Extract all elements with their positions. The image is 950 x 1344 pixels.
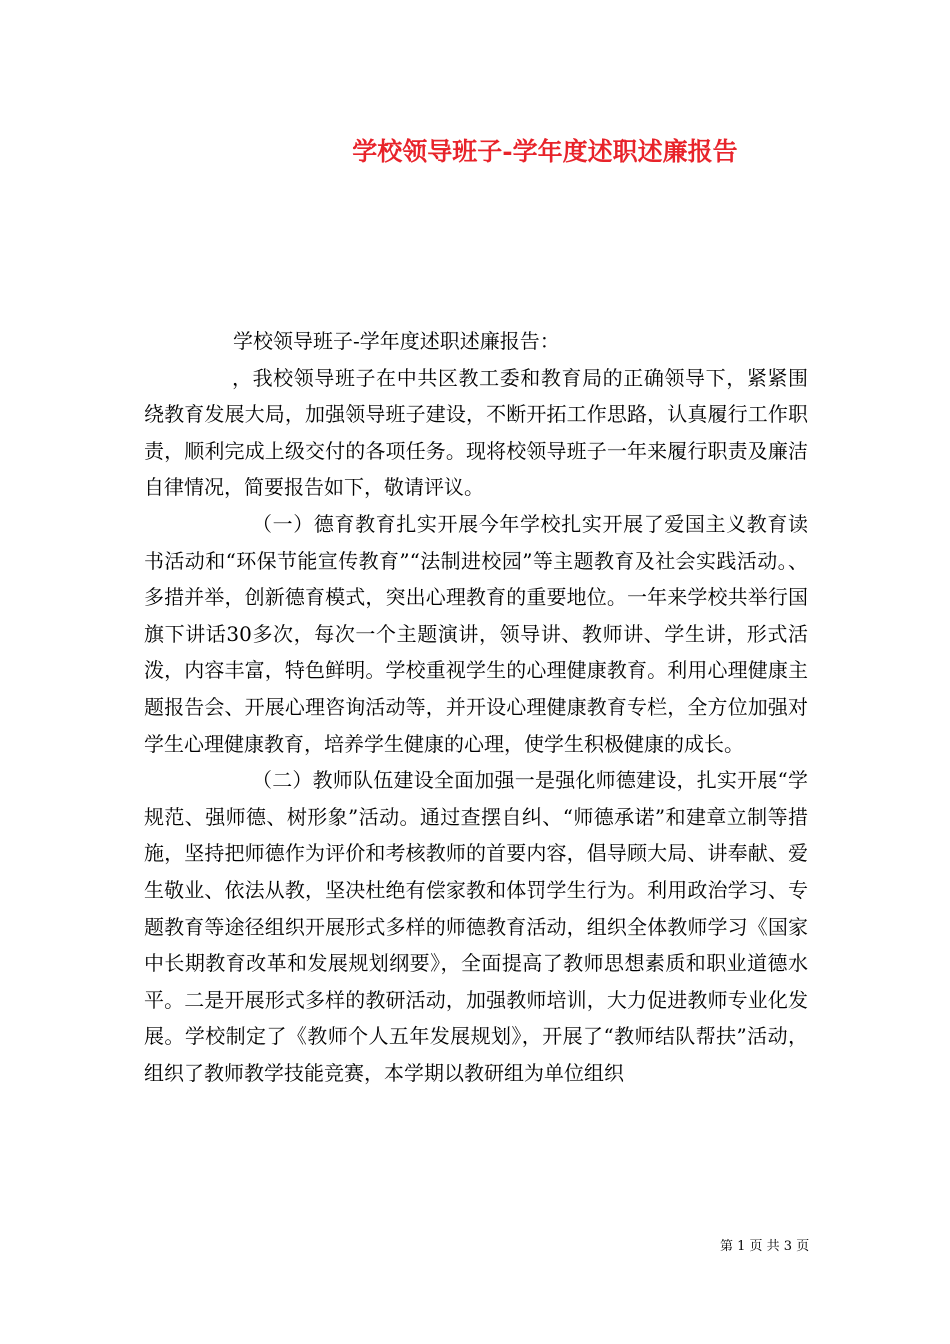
salutation-paragraph: 学校领导班子-学年度述职述廉报告： bbox=[233, 329, 560, 353]
moral-education-paragraph: （一）德育教育扎实开展今年学校扎实开展了爱国主义教育读书活动和“环保节能宣传教育”“法制进校园”等主题教育及社会实践活动。、多措并举，创新德育模式，突出心理教育的重要地位。一年来学校共举行国旗下讲话30多次，每次一个主题演讲，领导讲、教师讲、学生讲，形式活泼，内容丰富，特色鲜明。学校重视学生的心理健康教育。利用心理健康主题报告会、开展心理咨询活动等，并开设心理健康教育专栏，全方位加强对学生心理健康教育，培养学生健康的心理，使学生积极健康的成长。 bbox=[144, 511, 808, 756]
teacher-team-paragraph: （二）教师队伍建设全面加强一是强化师德建设，扎实开展“学规范、强师德、树形象”活动。通过查摆自纠、“师德承诺”和建章立制等措施，坚持把师德作为评价和考核教师的首要内容，倡导顾大局、讲奉献、爱生敬业、依法从教，坚决杜绝有偿家教和体罚学生行为。利用政治学习、专题教育等途径组织开展形式多样的师德教育活动，组织全体教师学习《国家中长期教育改革和发展规划纲要》，全面提高了教师思想素质和职业道德水平。二是开展形式多样的教研活动，加强教师培训，大力促进教师专业化发展。学校制定了《教师个人五年发展规划》，开展了“教师结队帮扶”活动，组织了教师教学技能竞赛，本学期以教研组为单位组织 bbox=[144, 768, 808, 1085]
page-number-footer: 第 1 页 共 3 页 bbox=[720, 1239, 810, 1254]
document-title: 学校领导班子-学年度述职述廉报告 bbox=[352, 137, 738, 166]
document-body bbox=[144, 323, 808, 1091]
intro-paragraph: ，我校领导班子在中共区教工委和教育局的正确领导下，紧紧围绕教育发展大局，加强领导班子建设，不断开拓工作思路，认真履行工作职责，顺利完成上级交付的各项任务。现将校领导班子一年来履行职责及廉洁自律情况，简要报告如下，敬请评议。 bbox=[144, 365, 808, 500]
